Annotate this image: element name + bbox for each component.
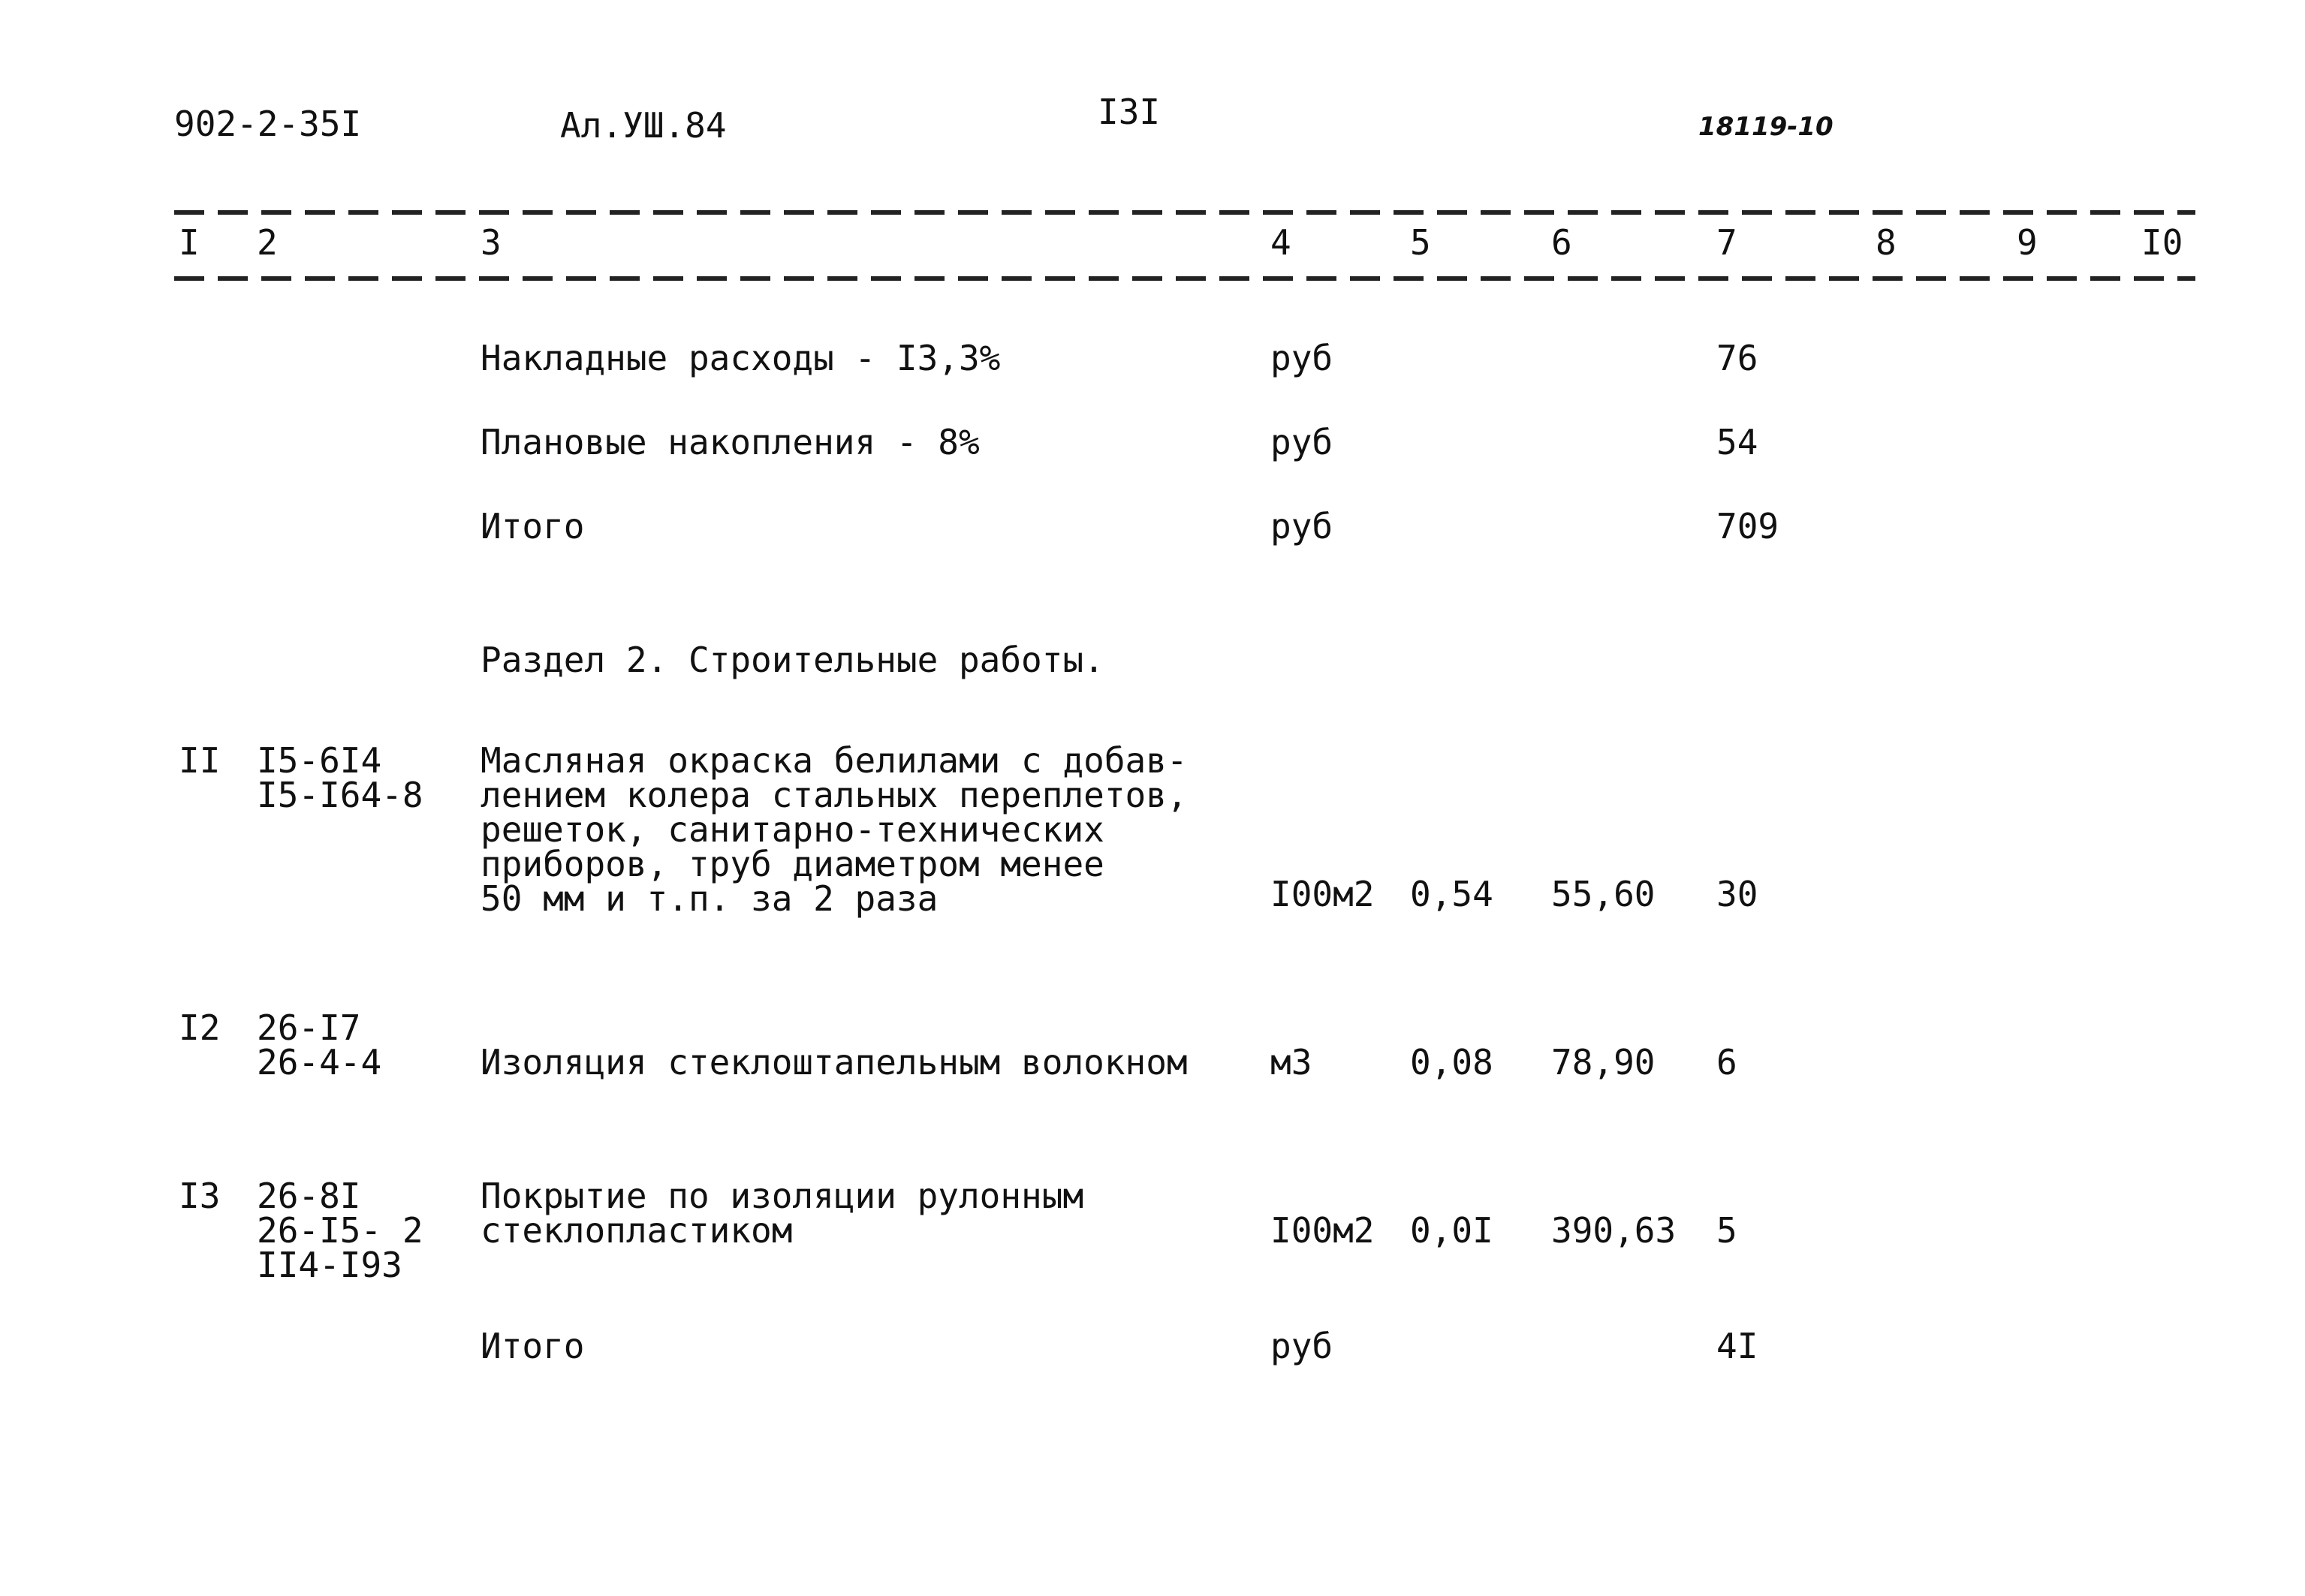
row-unit: м3 <box>1270 1042 1312 1083</box>
column-number: 6 <box>1551 222 1572 263</box>
album-code: Ал.УШ.84 <box>560 105 727 146</box>
document-code: 902-2-35I <box>174 104 362 144</box>
column-number: 4 <box>1270 222 1291 263</box>
row-total: 709 <box>1716 506 1779 547</box>
column-number: 5 <box>1410 222 1431 263</box>
column-number: I <box>179 222 200 263</box>
row-quantity: 0,0I <box>1410 1210 1493 1251</box>
row-total: 4I <box>1716 1326 1758 1366</box>
row-price: 55,60 <box>1551 874 1656 914</box>
row-number: I3 <box>179 1176 221 1216</box>
row-total: 76 <box>1716 338 1758 378</box>
dashed-rule-top <box>174 210 2195 215</box>
row-codes: 26-I7 26-4-4 <box>257 1007 382 1083</box>
row-codes: 26-8I 26-I5- 2 II4-I93 <box>257 1176 423 1285</box>
row-price: 390,63 <box>1551 1210 1677 1251</box>
row-description: Масляная окраска белилами с добав- лением колера стальных переплетов, решеток, санитарно-технических приборов, труб диаметром менее 50 мм и т.п. за 2 раза <box>481 740 1188 919</box>
row-unit: руб <box>1270 506 1333 547</box>
row-total: 6 <box>1716 1042 1737 1083</box>
column-number: 8 <box>1876 222 1897 263</box>
row-name: Итого <box>481 506 585 547</box>
row-total: 30 <box>1716 874 1758 914</box>
row-codes: I5-6I4 I5-I64-8 <box>257 740 423 815</box>
row-description: Изоляция стеклоштапельным волокном <box>481 1042 1188 1083</box>
row-total: 5 <box>1716 1210 1737 1251</box>
row-total: 54 <box>1716 422 1758 462</box>
dashed-rule-bottom <box>174 276 2195 281</box>
row-quantity: 0,54 <box>1410 874 1493 914</box>
row-unit: руб <box>1270 338 1333 378</box>
row-unit: I00м2 <box>1270 1210 1375 1251</box>
row-price: 78,90 <box>1551 1042 1656 1083</box>
column-number: I0 <box>2141 222 2183 263</box>
row-name: Плановые накопления - 8% <box>481 422 980 462</box>
handwritten-number: 18119-10 <box>1698 112 1833 142</box>
row-name: Итого <box>481 1326 585 1366</box>
row-number: II <box>179 740 221 781</box>
row-unit: I00м2 <box>1270 874 1375 914</box>
row-quantity: 0,08 <box>1410 1042 1493 1083</box>
section-title: Раздел 2. Строительные работы. <box>481 640 1104 680</box>
page-number: I3I <box>1098 92 1161 132</box>
column-number: 7 <box>1716 222 1737 263</box>
column-number: 2 <box>257 222 278 263</box>
row-number: I2 <box>179 1007 221 1048</box>
row-unit: руб <box>1270 1326 1333 1366</box>
row-name: Накладные расходы - I3,3% <box>481 338 1001 378</box>
column-number: 9 <box>2017 222 2038 263</box>
row-unit: руб <box>1270 422 1333 462</box>
row-description: Покрытие по изоляции рулонным стеклопластиком <box>481 1176 1084 1251</box>
column-number: 3 <box>481 222 502 263</box>
